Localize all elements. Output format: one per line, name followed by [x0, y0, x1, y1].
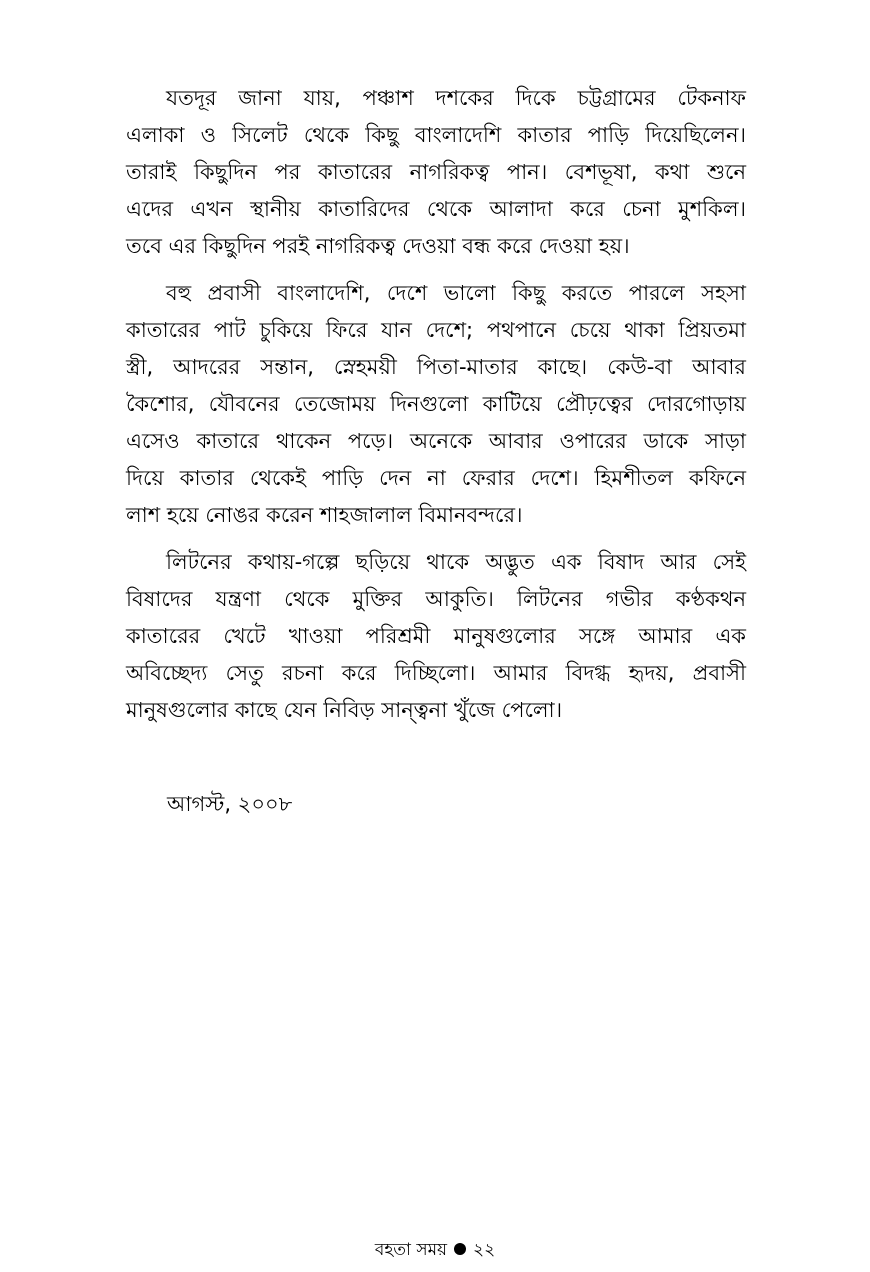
- text-line: কাতারের খেটে খাওয়া পরিশ্রমী মানুষগুলোর সঙ্গে আমার এক: [126, 624, 746, 648]
- paragraph-3: [126, 544, 746, 729]
- text-line: কৈশোর, যৌবনের তেজোময় দিনগুলো কাটিয়ে প্রৌঢ়ত্বের দোরগোড়ায়: [126, 392, 746, 416]
- bullet-dot-icon: [454, 1243, 466, 1255]
- text-line: তবে এর কিছুদিন পরই নাগরিকত্ব দেওয়া বন্ধ করে দেওয়া হয়।: [126, 234, 630, 258]
- text-line: এদের এখন স্থানীয় কাতারিদের থেকে আলাদা করে চেনা মুশকিল।: [126, 197, 746, 221]
- paragraph-2: [126, 275, 746, 534]
- text-line: তারাই কিছুদিন পর কাতারের নাগরিকত্ব পান। বেশভূষা, কথা শুনে: [126, 160, 746, 184]
- paragraph-1: [126, 80, 746, 265]
- text-line: লিটনের কথায়-গল্পে ছড়িয়ে থাকে অদ্ভুত এক বিষাদ আর সেই: [166, 550, 746, 574]
- text-line: এসেও কাতারে থাকেন পড়ে। অনেকে আবার ওপারের ডাকে সাড়া: [126, 429, 746, 453]
- body-text: [126, 80, 746, 739]
- text-line: বিষাদের যন্ত্রণা থেকে মুক্তির আকুতি। লিটনের গভীর কণ্ঠকথন: [126, 587, 746, 611]
- text-line: স্ত্রী, আদরের সন্তান, স্নেহময়ী পিতা-মাতার কাছে। কেউ-বা আবার: [126, 355, 746, 379]
- text-line: মানুষগুলোর কাছে যেন নিবিড় সান্ত্বনা খুঁজে পেলো।: [126, 698, 563, 722]
- text-line: বহু প্রবাসী বাংলাদেশি, দেশে ভালো কিছু করতে পারলে সহসা: [166, 281, 746, 305]
- text-line: কাতারের পাট চুকিয়ে ফিরে যান দেশে; পথপানে চেয়ে থাকা প্রিয়তমা: [126, 318, 746, 342]
- page-number: ২২: [473, 1240, 496, 1260]
- book-title: বহতা সময়: [374, 1240, 448, 1260]
- text-line: অবিচ্ছেদ্য সেতু রচনা করে দিচ্ছিলো। আমার বিদগ্ধ হৃদয়, প্রবাসী: [126, 661, 746, 685]
- page-footer: [0, 1238, 870, 1262]
- text-line: যতদূর জানা যায়, পঞ্চাশ দশকের দিকে চট্টগ্রামের টেকনাফ: [166, 86, 746, 110]
- text-line: লাশ হয়ে নোঙর করেন শাহজালাল বিমানবন্দরে।: [126, 503, 523, 527]
- text-line: দিয়ে কাতার থেকেই পাড়ি দেন না ফেরার দেশে। হিমশীতল কফিনে: [126, 466, 746, 490]
- text-line: এলাকা ও সিলেট থেকে কিছু বাংলাদেশি কাতার পাড়ি দিয়েছিলেন।: [126, 123, 746, 147]
- dateline: আগস্ট, ২০০৮: [167, 792, 293, 816]
